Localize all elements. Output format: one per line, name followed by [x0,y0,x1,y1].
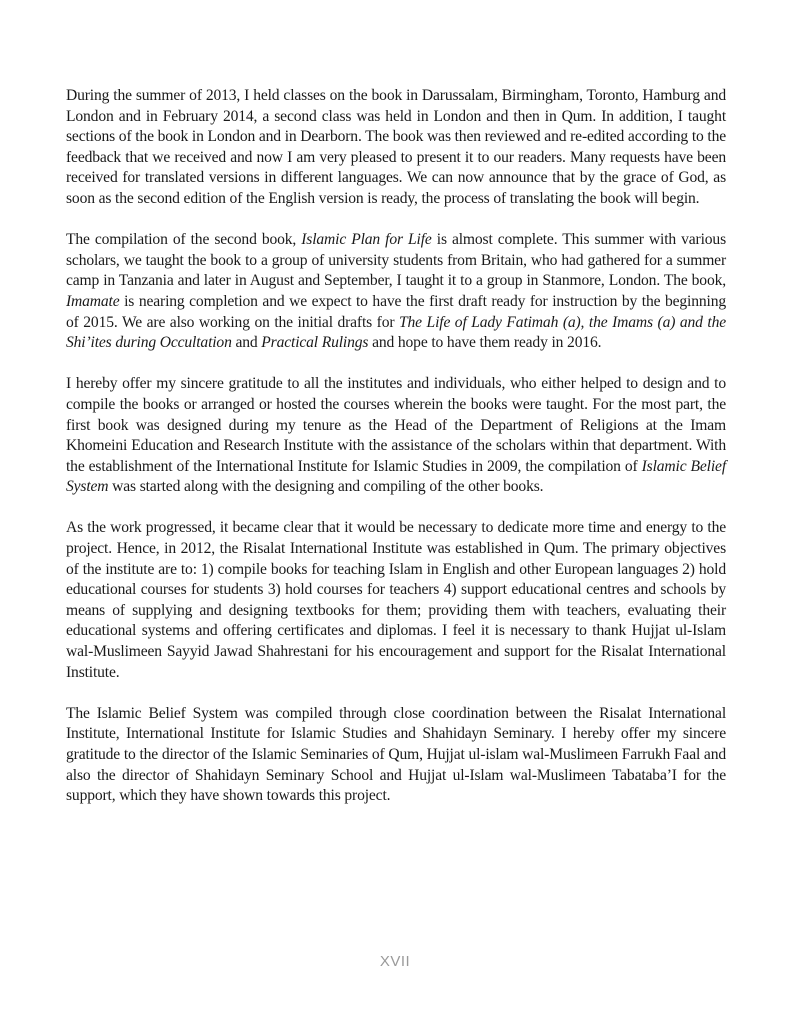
page-body [66,86,726,827]
paragraph-gratitude-institutes [66,374,726,498]
text-segment: During the summer of 2013, I held classes on the book in Darussalam, Birmingham, Toronto, Hamburg and London and in February 2014, a second class was held in London and then in Qum. In addition, I taught sections of the book in London and in Dearborn. The book was then reviewed and re-edited according to the feedback that we received and now I am very pleased to present it to our readers. Many requests have been received for translated versions in different languages. We can now announce that by the grace of God, as soon as the second edition of the English version is ready, the process of translating the book will begin. [66,87,726,207]
text-segment: and [231,334,262,352]
paragraph-risalat-institute [66,518,726,683]
paragraph-coordination [66,704,726,807]
text-segment: The Islamic Belief System was compiled through close coordination between the Risalat International Institute, International Institute for Islamic Studies and Shahidayn Seminary. I hereby offer my sincere gratitude to the director of the Islamic Seminaries of Qum, Hujjat ul-islam wal-Muslimeen Farrukh Faal and also the director of Shahidayn Seminary School and Hujjat ul-Islam wal-Muslimeen Tabataba’I for the support, which they have shown towards this project. [66,704,726,805]
italic-title: The Life of Lady Fatimah (a), the Imams (a) and the Shi’ites during Occultation [66,313,726,352]
text-segment: and hope to have them ready in 2016. [368,334,602,352]
italic-title: Practical Rulings [261,334,369,352]
page-number: XVII [379,953,411,970]
text-segment: was started along with the designing and compiling of the other books. [108,478,544,496]
italic-title: Islamic Plan for Life [301,231,432,249]
italic-title: Imamate [66,292,120,310]
text-segment: is almost complete. This summer with various scholars, we taught the book to a group of university students from Britain, who had gathered for a summer camp in Tanzania and later in August and September, I taught it to a group in Stanmore, London. The book, [66,231,726,290]
text-segment: The compilation of the second book, [66,231,302,249]
paragraph-second-book [66,230,726,354]
text-segment: As the work progressed, it became clear that it would be necessary to dedicate more time and energy to the project. Hence, in 2012, the Risalat International Institute was established in Qum. The primary objectives of the institute are to: 1) compile books for teaching Islam in English and other European languages 2) hold educational courses for students 3) hold courses for teachers 4) support educational centres and schools by means of supplying and designing textbooks for them; providing them with teachers, evaluating their educational systems and offering certificates and diplomas. I feel it is necessary to thank Hujjat ul-Islam wal-Muslimeen Sayyid Jawad Shahrestani for his encouragement and support for the Risalat International Institute. [66,519,726,681]
paragraph-summer-classes [66,86,726,210]
text-segment: I hereby offer my sincere gratitude to all the institutes and individuals, who either helped to design and to compile the books or arranged or hosted the courses wherein the books were taught. For the most part, the first book was designed during my tenure as the Head of the Department of Religions at the Imam Khomeini Education and Research Institute with the assistance of the scholars within that department. With the establishment of the International Institute for Islamic Studies in 2009, the compilation of [66,375,726,475]
text-segment: is nearing completion and we expect to have the first draft ready for instruction by the beginning of 2015. We are also working on the initial drafts for [66,292,726,331]
italic-title: Islamic Belief System [66,457,726,496]
